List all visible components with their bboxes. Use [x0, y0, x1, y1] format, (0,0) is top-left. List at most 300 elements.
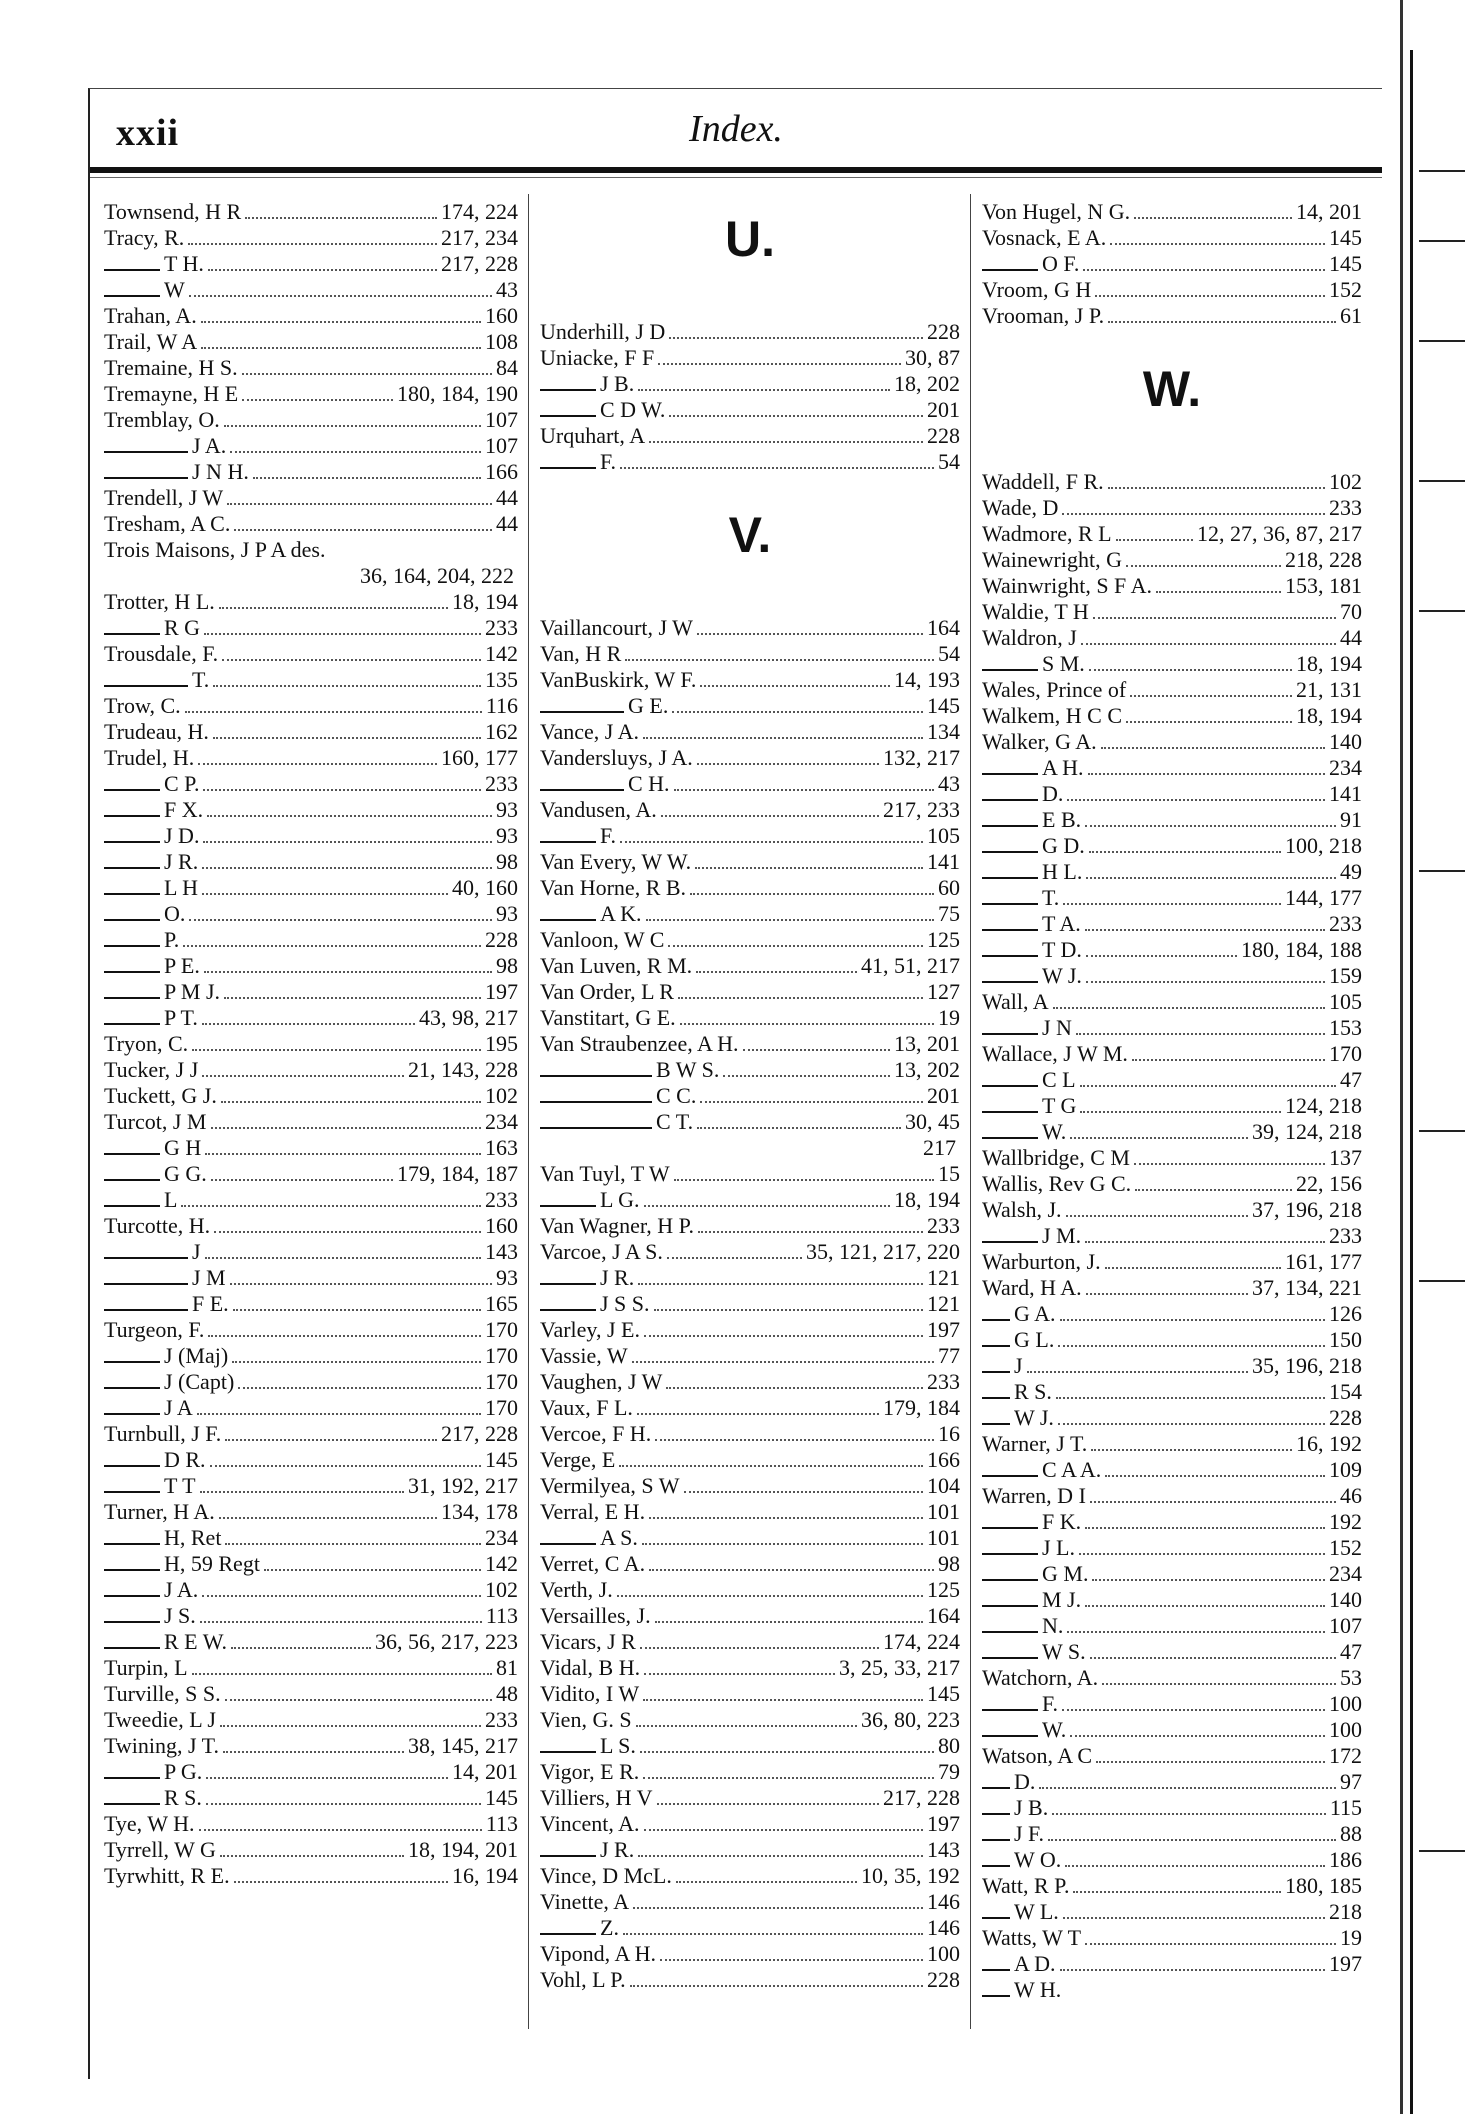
entry-pages: 30, 87 — [905, 345, 960, 370]
leader-dots — [234, 515, 492, 531]
entry-pages: 228 — [927, 1967, 960, 1992]
leader-dots — [202, 1009, 415, 1025]
leader-dots — [684, 1477, 923, 1493]
leader-dots — [264, 1555, 481, 1571]
entry-name: A K. — [600, 901, 642, 926]
entry-pages: 186 — [1329, 1847, 1362, 1872]
entry-name: Tweedie, L J — [104, 1707, 216, 1732]
index-entry — [104, 641, 518, 667]
entry-pages: 179, 184, 187 — [397, 1161, 518, 1186]
entry-pages: 145 — [927, 693, 960, 718]
entry-pages: 70 — [1340, 599, 1362, 624]
leader-dots — [1110, 229, 1325, 245]
leader-dots — [1116, 525, 1193, 541]
leader-dots — [188, 229, 437, 245]
ditto-dash — [104, 1374, 160, 1389]
leader-dots — [1039, 1773, 1336, 1789]
index-entry — [104, 459, 518, 485]
entry-pages: 19 — [938, 1005, 960, 1030]
facing-page-rule — [1419, 1850, 1465, 1852]
entry-name: Vrooman, J P. — [982, 303, 1105, 328]
index-entry — [540, 1317, 960, 1343]
ditto-dash — [982, 1306, 1010, 1321]
index-entry — [982, 1821, 1362, 1847]
index-entry — [540, 1733, 960, 1759]
leader-dots — [1085, 1591, 1325, 1607]
entry-name: Vidito, I W — [540, 1681, 640, 1706]
index-entry — [104, 693, 518, 719]
entry-pages: 132, 217 — [883, 745, 960, 770]
entry-name: Van, H R — [540, 641, 622, 666]
entry-pages: 228 — [927, 423, 960, 448]
entry-pages: 115 — [1329, 1795, 1362, 1820]
entry-name: J M — [192, 1265, 226, 1290]
entry-name: R S. — [164, 1785, 202, 1810]
index-entry — [982, 937, 1362, 963]
leader-dots — [640, 1737, 934, 1753]
leader-dots — [1092, 1565, 1325, 1581]
entry-pages: 174, 224 — [883, 1629, 960, 1654]
entry-name: P. — [164, 927, 180, 952]
index-entry — [540, 1603, 960, 1629]
ditto-dash — [540, 1842, 596, 1857]
entry-pages: 16, 194 — [452, 1863, 518, 1888]
entry-pages: 146 — [927, 1915, 960, 1940]
leader-dots — [223, 1737, 404, 1753]
leader-dots — [202, 879, 448, 895]
entry-name: C A A. — [1042, 1457, 1102, 1482]
ditto-dash — [982, 1566, 1038, 1581]
index-entry — [104, 1785, 518, 1811]
entry-name: J N H. — [192, 459, 249, 484]
index-entry — [540, 1759, 960, 1785]
leader-dots — [1086, 967, 1325, 983]
entry-name: Tye, W H. — [104, 1811, 195, 1836]
index-entry — [982, 1223, 1362, 1249]
entry-pages: 98 — [496, 953, 518, 978]
entry-name: F E. — [192, 1291, 229, 1316]
leader-dots — [230, 437, 481, 453]
leader-dots — [674, 1165, 934, 1181]
index-entry — [104, 1577, 518, 1603]
ditto-dash — [104, 1790, 160, 1805]
entry-pages: 38, 145, 217 — [408, 1733, 518, 1758]
index-entry — [982, 1535, 1362, 1561]
index-entry — [540, 849, 960, 875]
entry-name: Wade, D — [982, 495, 1059, 520]
leader-dots — [202, 1061, 404, 1077]
ditto-dash — [104, 1764, 160, 1779]
index-entry — [982, 1743, 1362, 1769]
index-entry — [104, 1811, 518, 1837]
leader-dots — [183, 931, 481, 947]
index-entry — [540, 1551, 960, 1577]
entry-pages: 180, 184, 190 — [397, 381, 518, 406]
entry-pages: 233 — [1329, 495, 1362, 520]
leader-dots — [700, 671, 890, 687]
entry-name: Vidal, B H. — [540, 1655, 641, 1680]
index-entry — [982, 521, 1362, 547]
ditto-dash — [104, 672, 188, 687]
index-entry — [540, 345, 960, 371]
entry-pages: 35, 196, 218 — [1252, 1353, 1362, 1378]
entry-name: W — [164, 277, 185, 302]
entry-name: W J. — [1042, 963, 1082, 988]
entry-name: Waddell, F R. — [982, 469, 1104, 494]
entry-pages: 141 — [1329, 781, 1362, 806]
entry-pages: 233 — [1329, 911, 1362, 936]
entry-name: P G. — [164, 1759, 203, 1784]
spacer — [540, 475, 960, 495]
index-entry — [104, 901, 518, 927]
entry-name: F K. — [1042, 1509, 1082, 1534]
ditto-dash — [982, 1904, 1010, 1919]
entry-pages: 159 — [1329, 963, 1362, 988]
ditto-dash — [982, 1462, 1038, 1477]
ditto-dash — [540, 1114, 652, 1129]
entry-name: Vaux, F L. — [540, 1395, 633, 1420]
entry-name: J N — [1042, 1015, 1072, 1040]
ditto-dash — [982, 1982, 1010, 1997]
leader-dots — [697, 749, 879, 765]
index-entry — [540, 1083, 960, 1109]
entry-pages: 145 — [927, 1681, 960, 1706]
entry-pages: 43, 98, 217 — [419, 1005, 518, 1030]
entry-name: Trow, C. — [104, 693, 181, 718]
entry-pages: 137 — [1329, 1145, 1362, 1170]
entry-name: C P. — [164, 771, 200, 796]
entry-pages: 180, 185 — [1285, 1873, 1362, 1898]
ditto-dash — [982, 942, 1038, 957]
index-entry — [104, 1031, 518, 1057]
entry-name: Wales, Prince of — [982, 677, 1127, 702]
index-entry — [540, 1889, 960, 1915]
entry-name: A D. — [1014, 1951, 1056, 1976]
entry-pages: 127 — [927, 979, 960, 1004]
entry-pages: 154 — [1329, 1379, 1362, 1404]
entry-name: Vincent, A. — [540, 1811, 640, 1836]
entry-name: Verge, E — [540, 1447, 616, 1472]
entry-pages: 166 — [485, 459, 518, 484]
index-entry — [982, 547, 1362, 573]
ditto-dash — [982, 1384, 1010, 1399]
entry-name: Trois Maisons, J P A des. — [104, 537, 326, 562]
entry-name: Walkem, H C C — [982, 703, 1122, 728]
ditto-dash — [982, 1696, 1038, 1711]
entry-pages: 121 — [927, 1265, 960, 1290]
leader-dots — [1073, 1877, 1281, 1893]
leader-dots — [227, 489, 492, 505]
ditto-dash — [540, 1296, 596, 1311]
index-entry — [540, 1941, 960, 1967]
entry-pages: 40, 160 — [452, 875, 518, 900]
entry-pages: 170 — [1329, 1041, 1362, 1066]
leader-dots — [697, 619, 923, 635]
leader-dots — [1086, 1279, 1248, 1295]
leader-dots — [638, 1841, 923, 1857]
index-entry — [104, 537, 518, 563]
leader-dots — [1130, 681, 1292, 697]
entry-pages: 105 — [927, 823, 960, 848]
leader-dots — [1090, 1643, 1336, 1659]
entry-pages: 234 — [485, 1109, 518, 1134]
leader-dots — [197, 1399, 481, 1415]
entry-name: J (Capt) — [164, 1369, 235, 1394]
entry-pages: 105 — [1329, 989, 1362, 1014]
entry-name: Waldron, J — [982, 625, 1077, 650]
index-entry — [982, 573, 1362, 599]
index-entry — [982, 1301, 1362, 1327]
leader-dots — [655, 1607, 923, 1623]
entry-pages: 218, 228 — [1285, 547, 1362, 572]
entry-pages: 18, 194 — [1296, 651, 1362, 676]
entry-pages: 233 — [485, 1187, 518, 1212]
entry-name: W L. — [1014, 1899, 1059, 1924]
entry-pages: 14, 201 — [452, 1759, 518, 1784]
index-entry — [540, 719, 960, 745]
entry-pages: 100, 218 — [1285, 833, 1362, 858]
entry-pages: 31, 192, 217 — [408, 1473, 518, 1498]
index-entry — [540, 397, 960, 423]
entry-pages: 172 — [1329, 1743, 1362, 1768]
entry-name: Warner, J T. — [982, 1431, 1088, 1456]
leader-dots — [213, 723, 481, 739]
leader-dots — [1056, 1383, 1325, 1399]
entry-pages: 140 — [1329, 729, 1362, 754]
entry-pages: 217, 228 — [441, 1421, 518, 1446]
leader-dots — [1079, 1539, 1325, 1555]
leader-dots — [1134, 1149, 1325, 1165]
spacer — [540, 279, 960, 319]
entry-pages: 88 — [1340, 1821, 1362, 1846]
entry-name: N. — [1042, 1613, 1064, 1638]
leader-dots — [1135, 1175, 1292, 1191]
leader-dots — [1085, 1929, 1336, 1945]
index-entry — [104, 1369, 518, 1395]
index-entry — [540, 1499, 960, 1525]
leader-dots — [1080, 1071, 1336, 1087]
entry-name: T D. — [1042, 937, 1082, 962]
index-entry — [104, 615, 518, 641]
index-entry — [540, 1239, 960, 1265]
index-entry — [540, 1109, 960, 1135]
ditto-dash — [982, 1800, 1010, 1815]
leader-dots — [658, 349, 901, 365]
ditto-dash — [104, 1348, 160, 1363]
ditto-dash — [540, 1530, 596, 1545]
entry-name: Z. — [600, 1915, 619, 1940]
leader-dots — [636, 1711, 857, 1727]
index-entry — [982, 1379, 1362, 1405]
entry-pages: 124, 218 — [1285, 1093, 1362, 1118]
entry-name: Wall, A — [982, 989, 1049, 1014]
index-entry — [982, 911, 1362, 937]
index-entry — [540, 1837, 960, 1863]
entry-name: Uniacke, F F — [540, 345, 655, 370]
leader-dots — [224, 983, 481, 999]
ditto-dash — [104, 464, 188, 479]
leader-dots — [230, 1269, 492, 1285]
entry-name: P T. — [164, 1005, 198, 1030]
leader-dots — [1070, 1721, 1325, 1737]
leader-dots — [640, 1633, 879, 1649]
index-entry — [982, 1119, 1362, 1145]
leader-dots — [668, 931, 923, 947]
index-entry — [982, 651, 1362, 677]
leader-dots — [654, 1295, 923, 1311]
entry-name: Vaillancourt, J W — [540, 615, 693, 640]
entry-name: Verret, C A. — [540, 1551, 646, 1576]
index-entry — [540, 1161, 960, 1187]
entry-name: J R. — [164, 849, 199, 874]
ditto-dash — [540, 1738, 596, 1753]
index-entry — [982, 1145, 1362, 1171]
index-entry — [982, 1613, 1362, 1639]
page-title: Index. — [689, 108, 783, 150]
section-letter: W. — [1142, 361, 1202, 417]
ditto-dash — [982, 1410, 1010, 1425]
index-entry — [104, 1707, 518, 1733]
leader-dots — [1063, 889, 1281, 905]
entry-name: Van Every, W W. — [540, 849, 692, 874]
entry-name: A S. — [600, 1525, 638, 1550]
index-entry — [982, 1847, 1362, 1873]
ditto-dash — [540, 1192, 596, 1207]
index-entry — [540, 615, 960, 641]
entry-pages: 126 — [1329, 1301, 1362, 1326]
entry-pages: 121 — [927, 1291, 960, 1316]
entry-name: H, 59 Regt — [164, 1551, 260, 1576]
entry-name: Vipond, A H. — [540, 1941, 657, 1966]
entry-pages: 80 — [938, 1733, 960, 1758]
entry-pages: 195 — [485, 1031, 518, 1056]
ditto-dash — [982, 1228, 1038, 1243]
index-entry — [982, 1483, 1362, 1509]
entry-pages: 107 — [485, 407, 518, 432]
entry-pages: 145 — [1329, 225, 1362, 250]
index-entry — [982, 225, 1362, 251]
header-rule — [90, 167, 1382, 173]
index-entry — [104, 485, 518, 511]
entry-pages: 134 — [927, 719, 960, 744]
entry-pages: 125 — [927, 1577, 960, 1602]
entry-name: T. — [1042, 885, 1060, 910]
entry-name: Vaughen, J W — [540, 1369, 663, 1394]
entry-pages: 197 — [1329, 1951, 1362, 1976]
ditto-dash — [982, 656, 1038, 671]
leader-dots — [1093, 603, 1336, 619]
index-entry — [540, 1057, 960, 1083]
leader-dots — [185, 697, 482, 713]
ditto-dash — [982, 760, 1038, 775]
entry-pages: 102 — [485, 1577, 518, 1602]
leader-dots — [643, 1685, 923, 1701]
entry-name: W S. — [1042, 1639, 1086, 1664]
entry-name: D. — [1042, 781, 1064, 806]
ditto-dash — [982, 1514, 1038, 1529]
entry-name: Trotter, H L. — [104, 589, 215, 614]
column-divider — [528, 194, 529, 2029]
index-entry — [104, 277, 518, 303]
leader-dots — [1060, 1305, 1325, 1321]
spacer — [540, 575, 960, 615]
entry-pages: 163 — [485, 1135, 518, 1160]
leader-dots — [1066, 1201, 1248, 1217]
entry-pages: 100 — [1329, 1691, 1362, 1716]
entry-name: Tremblay, O. — [104, 407, 220, 432]
leader-dots — [637, 1399, 879, 1415]
index-entry — [104, 719, 518, 745]
entry-pages: 93 — [496, 823, 518, 848]
leader-dots — [1027, 1357, 1248, 1373]
entry-name: G G. — [164, 1161, 207, 1186]
index-entry — [540, 1525, 960, 1551]
leader-dots — [617, 1581, 923, 1597]
entry-name: Townsend, H R — [104, 199, 242, 224]
entry-name: T. — [192, 667, 210, 692]
leader-dots — [644, 1191, 890, 1207]
leader-dots — [1091, 1435, 1292, 1451]
entry-pages: 77 — [938, 1343, 960, 1368]
entry-pages: 43 — [938, 771, 960, 796]
entry-pages: 145 — [485, 1785, 518, 1810]
leader-dots — [632, 1347, 934, 1363]
index-entry — [982, 1509, 1362, 1535]
index-entry — [104, 1395, 518, 1421]
entry-name: G H — [164, 1135, 202, 1160]
entry-pages: 160 — [485, 303, 518, 328]
entry-pages: 22, 156 — [1296, 1171, 1362, 1196]
entry-name: Twining, J T. — [104, 1733, 219, 1758]
leader-dots — [1070, 1123, 1248, 1139]
leader-dots — [700, 1087, 923, 1103]
leader-dots — [743, 1035, 890, 1051]
index-entry — [540, 1785, 960, 1811]
entry-name: Tyrwhitt, R E. — [104, 1863, 230, 1888]
entry-pages: 79 — [938, 1759, 960, 1784]
index-entry — [104, 849, 518, 875]
entry-pages: 101 — [927, 1525, 960, 1550]
entry-pages: 135 — [485, 667, 518, 692]
entry-pages: 102 — [485, 1083, 518, 1108]
entry-name: Vassie, W — [540, 1343, 628, 1368]
entry-pages: 152 — [1329, 1535, 1362, 1560]
index-entry — [540, 1369, 960, 1395]
entry-name: Walsh, J. — [982, 1197, 1062, 1222]
entry-name: F. — [1042, 1691, 1058, 1716]
index-entry — [982, 251, 1362, 277]
leader-dots — [680, 1009, 934, 1025]
entry-name: H L. — [1042, 859, 1083, 884]
leader-dots — [1105, 1461, 1325, 1477]
facing-page-rule — [1419, 170, 1465, 172]
entry-pages: 233 — [1329, 1223, 1362, 1248]
entry-name: Trahan, A. — [104, 303, 197, 328]
entry-pages: 12, 27, 36, 87, 217 — [1197, 521, 1362, 546]
leader-dots — [676, 1867, 857, 1883]
entry-name: Von Hugel, N G. — [982, 199, 1131, 224]
index-entry — [104, 1733, 518, 1759]
index-entry — [982, 1717, 1362, 1743]
entry-name: J A. — [192, 433, 227, 458]
index-entry — [540, 319, 960, 345]
leader-dots — [189, 281, 492, 297]
index-entry — [104, 953, 518, 979]
ditto-dash — [540, 906, 596, 921]
index-entry — [104, 1213, 518, 1239]
leader-dots — [205, 1139, 481, 1155]
entry-name: Vroom, G H — [982, 277, 1092, 302]
